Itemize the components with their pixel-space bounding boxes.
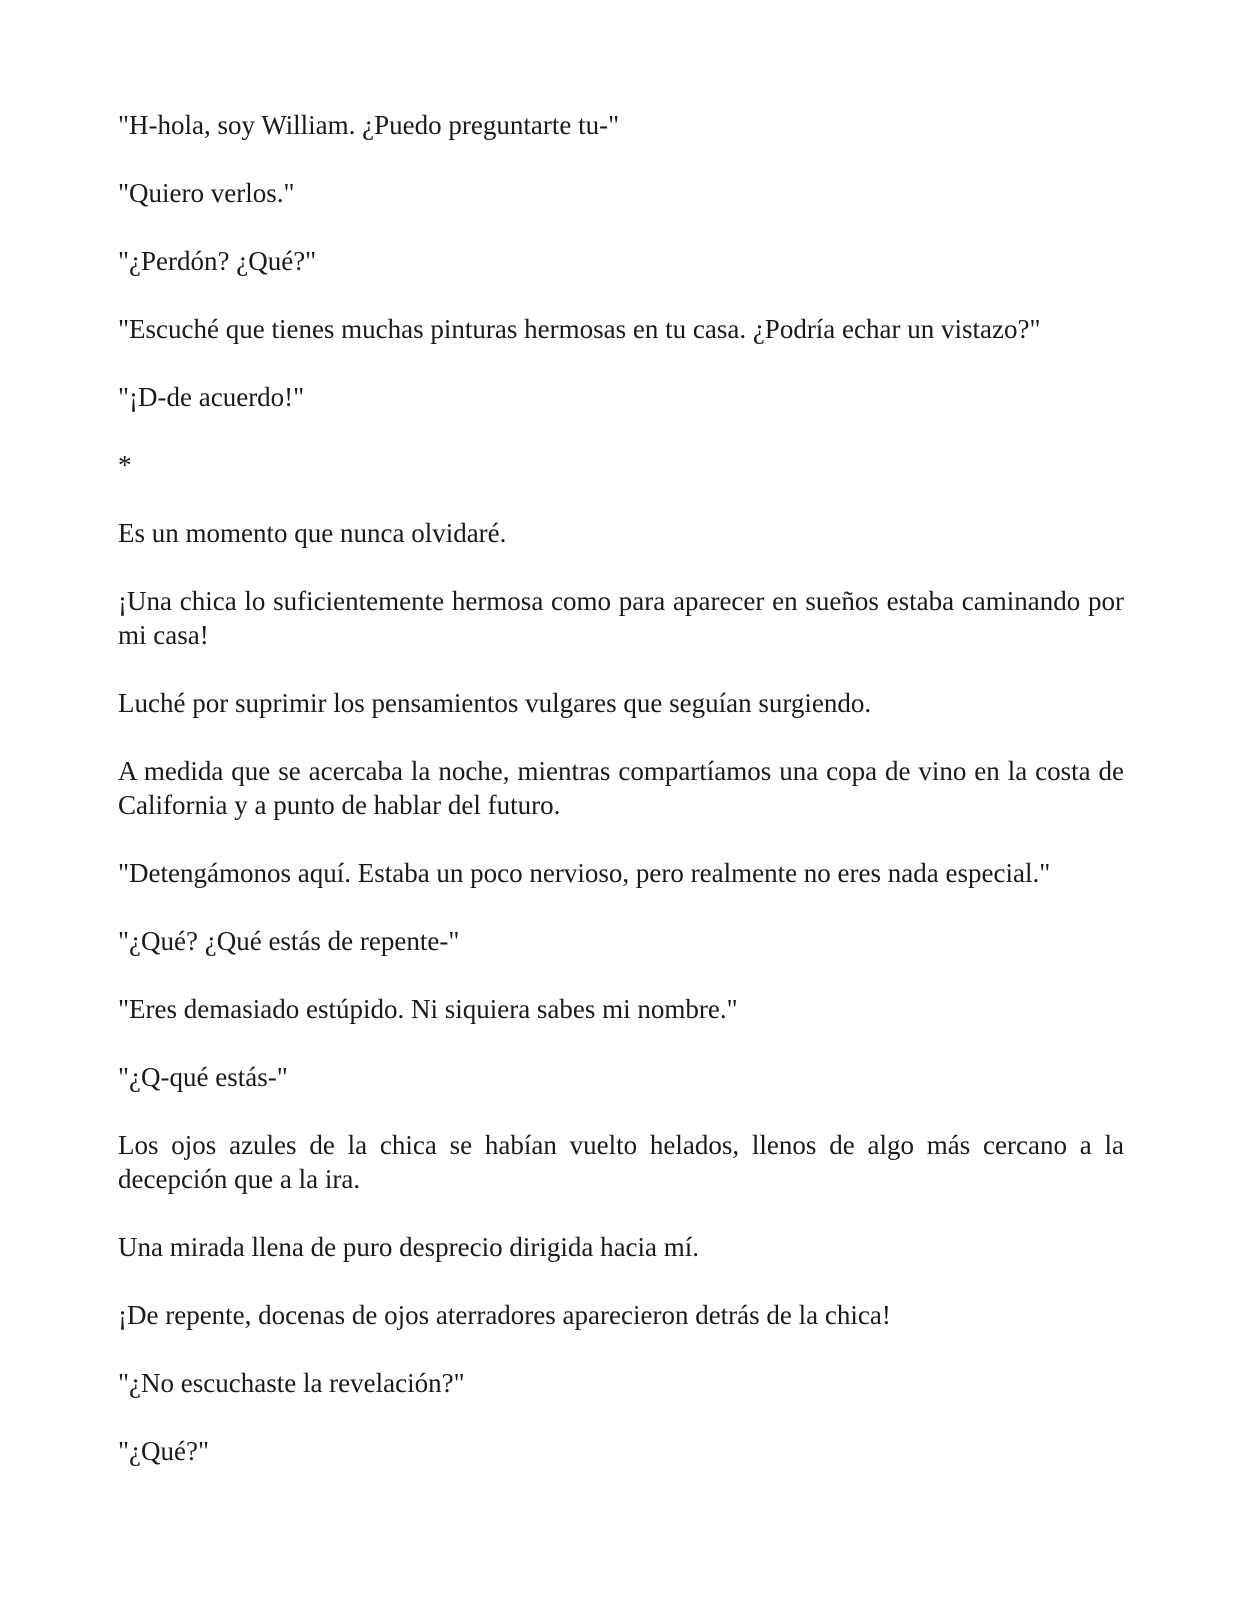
paragraph: "¿No escuchaste la revelación?" [118,1368,465,1398]
paragraph: "H-hola, soy William. ¿Puedo preguntarte tu-" [118,110,620,140]
paragraph: Luché por suprimir los pensamientos vulgares que seguían surgiendo. [118,688,872,718]
paragraph: Una mirada llena de puro desprecio dirigida hacia mí. [118,1232,700,1262]
scene-separator: * [118,450,132,480]
paragraph: "¿Qué? ¿Qué estás de repente-" [118,926,460,956]
paragraph: "Escuché que tienes muchas pinturas hermosas en tu casa. ¿Podría echar un vistazo?" [118,314,1041,344]
paragraph: "¿Q-qué estás-" [118,1062,288,1092]
paragraph: "Eres demasiado estúpido. Ni siquiera sabes mi nombre." [118,994,738,1024]
paragraph: "Detengámonos aquí. Estaba un poco nervioso, pero realmente no eres nada especial." [118,858,1051,888]
paragraph: ¡Una chica lo suficientemente hermosa como para aparecer en sueños estaba caminando por mi casa! [118,586,1124,650]
paragraph: "Quiero verlos." [118,178,295,208]
paragraph: "¡D-de acuerdo!" [118,382,305,412]
paragraph: Es un momento que nunca olvidaré. [118,518,507,548]
paragraph: "¿Qué?" [118,1436,209,1466]
paragraph: Los ojos azules de la chica se habían vuelto helados, llenos de algo más cercano a la decepción que a la ira. [118,1130,1124,1194]
paragraph: A medida que se acercaba la noche, mientras compartíamos una copa de vino en la costa de California y a punto de hablar del futuro. [118,756,1124,820]
paragraph: "¿Perdón? ¿Qué?" [118,246,317,276]
document-body [118,108,1124,1502]
paragraph: ¡De repente, docenas de ojos aterradores aparecieron detrás de la chica! [118,1300,891,1330]
